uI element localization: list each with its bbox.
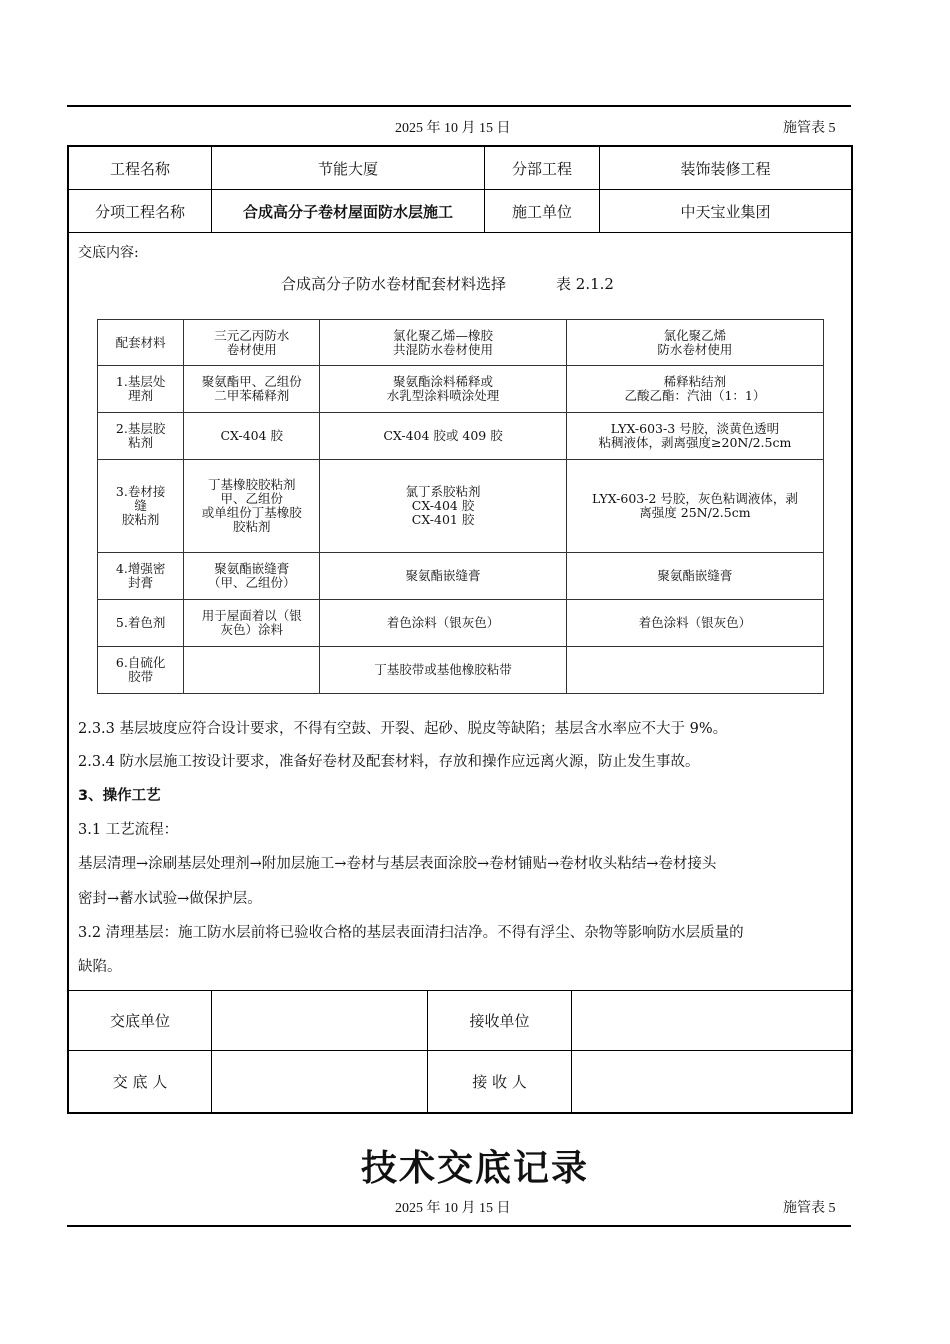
- header-cell: [98, 320, 184, 366]
- form-frame: [67, 145, 853, 1114]
- table-cell: 丁基胶带或基他橡胶粘带: [320, 647, 567, 694]
- table-cell: 聚氨酯嵌缝膏: [320, 553, 567, 600]
- table-cell: CX-404 胶或 409 胶: [320, 413, 567, 460]
- header-form-no: 施管表 5: [783, 121, 836, 136]
- content-label: 交底内容:: [78, 245, 139, 261]
- header-text: 氯化聚乙烯—橡胶 共混防水卷材使用: [393, 327, 494, 357]
- table-cell: 着色涂料（银灰色）: [566, 600, 823, 647]
- table-row: [98, 460, 824, 553]
- handover-person-field[interactable]: [212, 1051, 428, 1112]
- table-cell: 着色涂料（银灰色）: [320, 600, 567, 647]
- handover-unit-field[interactable]: [212, 990, 428, 1051]
- table-cell: LYX-603-3 号胶，淡黄色透明 粘稠液体，剥离强度≥20N/2.5cm: [566, 413, 823, 460]
- table-cell: LYX-603-2 号胶，灰色粘调液体，剥 离强度 25N/2.5cm: [566, 460, 823, 553]
- table-cell: 丁基橡胶胶粘剂 甲、乙组份 或单组份丁基橡胶 胶粘剂: [184, 460, 320, 553]
- bottom-rule: [67, 1225, 851, 1227]
- header-cell: [320, 320, 567, 366]
- table-row: [98, 647, 824, 694]
- table-cell: 2.基层胶 粘剂: [98, 413, 184, 460]
- handover-unit-label: 交底单位: [69, 990, 212, 1051]
- project-name-label: 工程名称: [69, 147, 212, 190]
- receive-unit-label: 接收单位: [428, 990, 572, 1051]
- table-number: 表 2.1.2: [556, 275, 614, 293]
- next-page-form-no: 施管表 5: [783, 1201, 836, 1216]
- project-name-value: 节能大厦: [212, 147, 485, 190]
- header-date: 2025 年 10 月 15 日: [395, 121, 511, 136]
- table-row: [98, 366, 824, 413]
- process-flow-line-1: 基层清理→涂刷基层处理剂→附加层施工→卷材与基层表面涂胶→卷材铺贴→卷材收头粘结→卷材接头: [78, 856, 717, 872]
- header-cell: [566, 320, 823, 366]
- header-cell: [184, 320, 320, 366]
- table-cell: 聚氨酯嵌缝膏: [566, 553, 823, 600]
- process-flow-line-2: 密封→蓄水试验→做保护层。: [78, 891, 262, 907]
- table-cell: 聚氨酯甲、乙组份 二甲苯稀释剂: [184, 366, 320, 413]
- table-title: 合成高分子防水卷材配套材料选择: [281, 275, 507, 293]
- paragraph-2-3-4: 2.3.4 防水层施工按设计要求，准备好卷材及配套材料，存放和操作应远离火源，防止发生事故。: [78, 754, 700, 770]
- table-header-row: [98, 320, 824, 366]
- table-cell: 聚氨酯涂料稀释或 水乳型涂料喷涂处理: [320, 366, 567, 413]
- paragraph-3-1: 3.1 工艺流程：: [78, 822, 179, 838]
- table-cell: 稀释粘结剂 乙酸乙酯：汽油（1：1）: [566, 366, 823, 413]
- paragraph-2-3-3: 2.3.3 基层坡度应符合设计要求，不得有空鼓、开裂、起砂、脱皮等缺陷；基层含水率应不大于 9%。: [78, 721, 728, 737]
- paragraph-3-2-line-1: 3.2 清理基层：施工防水层前将已验收合格的基层表面清扫洁净。不得有浮尘、杂物等影响防水层质量的: [78, 925, 744, 941]
- table-row: [98, 413, 824, 460]
- item-value: 合成高分子卷材屋面防水层施工: [212, 190, 485, 233]
- sub-project-value: 装饰装修工程: [600, 147, 851, 190]
- table-cell: 1.基层处 理剂: [98, 366, 184, 413]
- header-text: 配套材料: [115, 334, 166, 350]
- top-rule: [67, 105, 851, 107]
- receive-person-label: 接 收 人: [428, 1051, 572, 1112]
- table-row: [98, 553, 824, 600]
- table-cell: [184, 647, 320, 694]
- table-cell: 3.卷材接 缝 胶粘剂: [98, 460, 184, 553]
- table-caption: [281, 273, 614, 294]
- table-row: [98, 600, 824, 647]
- section-heading: 3、操作工艺: [78, 788, 161, 804]
- next-page-date: 2025 年 10 月 15 日: [395, 1201, 511, 1216]
- handover-person-label: 交 底 人: [69, 1051, 212, 1112]
- table-cell: [566, 647, 823, 694]
- table-cell: 用于屋面着以（银 灰色）涂料: [184, 600, 320, 647]
- materials-table: [97, 319, 824, 694]
- table-cell: 聚氨酯嵌缝膏 （甲、乙组份）: [184, 553, 320, 600]
- receive-person-field[interactable]: [572, 1051, 851, 1112]
- table-cell: CX-404 胶: [184, 413, 320, 460]
- table-cell: 氯丁系胶粘剂 CX-404 胶 CX-401 胶: [320, 460, 567, 553]
- header-text: 氯化聚乙烯 防水卷材使用: [657, 327, 733, 357]
- header-text: 三元乙丙防水 卷材使用: [214, 327, 290, 357]
- unit-value: 中天宝业集团: [600, 190, 851, 233]
- receive-unit-field[interactable]: [572, 990, 851, 1051]
- paragraph-3-2-line-2: 缺陷。: [78, 959, 122, 975]
- table-cell: 6.自硫化 胶带: [98, 647, 184, 694]
- unit-label: 施工单位: [485, 190, 600, 233]
- table-cell: 4.增强密 封膏: [98, 553, 184, 600]
- table-cell: 5.着色剂: [98, 600, 184, 647]
- document-title: 技术交底记录: [360, 1148, 589, 1189]
- sub-project-label: 分部工程: [485, 147, 600, 190]
- item-label: 分项工程名称: [69, 190, 212, 233]
